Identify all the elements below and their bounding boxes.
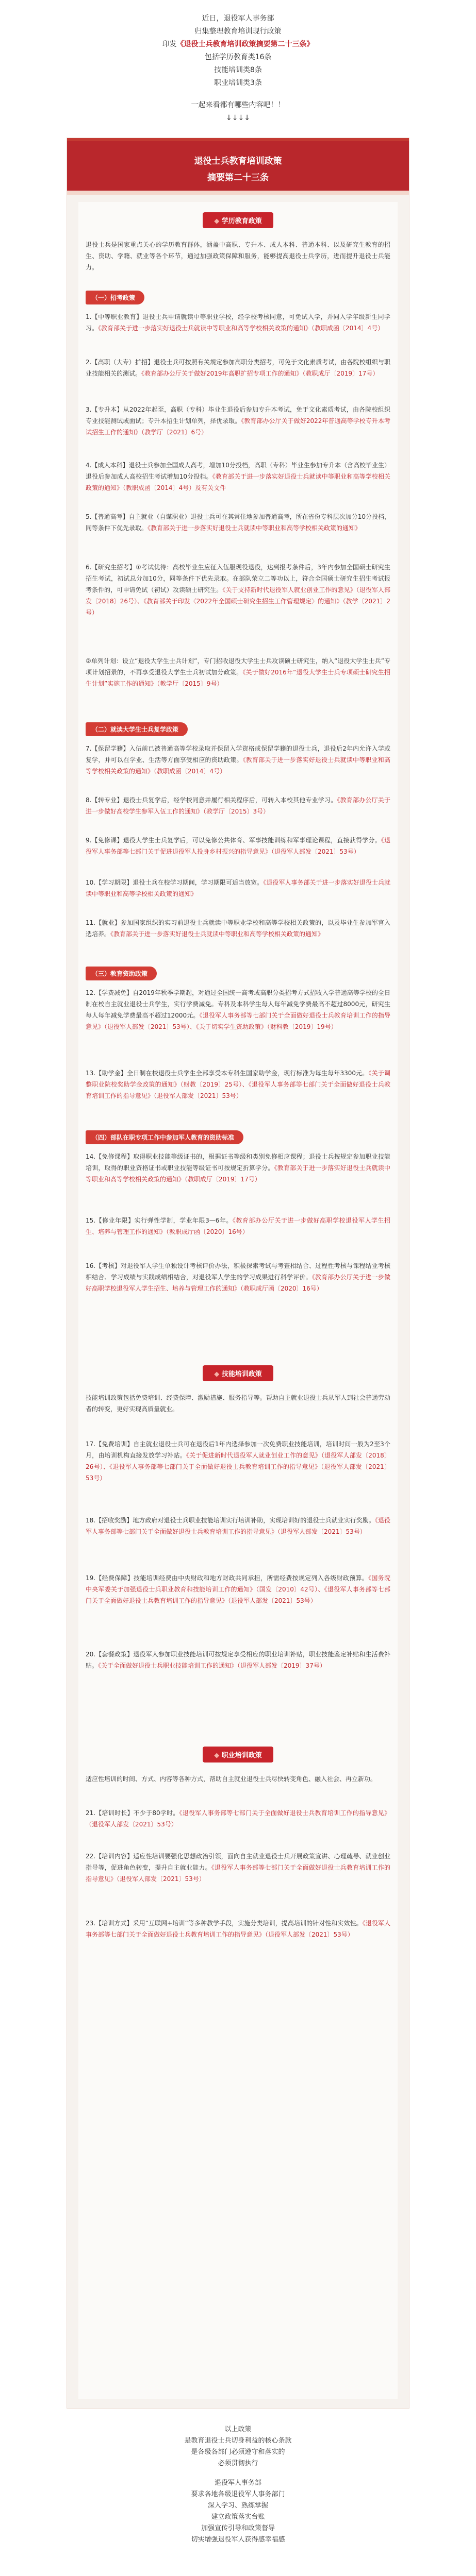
outro-line: 切实增强退役军人获得感幸福感 [191,2536,285,2544]
outro-line: 是各级各部门必须遵守和落实的 [191,2448,285,2456]
intro-line [0,38,476,51]
policy-23: 23.【培训方式】采用“互联网+培训”等多种教学手段，实施分类培训，提高培训的针对性和实效性。《退役军人事务部等七部门关于全面做好退役士兵教育培训工作的指导意见》（退役军人部发〔2021〕53号） [86,1920,390,1938]
policy-14: 14.【免修课程】取得职业技能等级证书的，根据证书等级和类别免修相应课程；退役士兵按规定参加职业技能培训，取得的职业资格证书或职业技能等级证书可按规定折算学分。《教育部关于进一步落实好退役士兵就读中等职业和高等学校相关政策的通知》（教职成厅〔2019〕17号） [86,1153,390,1183]
outro-line: 以上政策 [224,2426,252,2433]
policy-17: 17.【免费培训】自主就业退役士兵可在退役后1年内选择参加一次免费职业技能培训，培训时间一般为2至3个月，由培训机构直接发放学习补贴。《关于促进新时代退役军人就业创业工作的意见》（退役军人部发〔2018〕26号）、《退役军人事务部等七部门关于全面做好退役士兵教育培训工作的指导意见》（退役军人部发〔2021〕53号） [86,1440,390,1482]
intro-line: 近日，退役军人事务部 [202,14,274,23]
para-overview: 退役士兵是国家重点关心的学历教育群体，涵盖中高职、专升本、成人本科、普通本科、以及研究生教育的招生、资助、学籍、就业等各个环节，通过加强政策保障和服务，能够提高退役士兵学历，进而提升退役士兵能力。 [86,241,390,271]
policy-21: 21.【培训时长】不少于80学时。《退役军人事务部等七部门关于全面做好退役士兵教育培训工作的指导意见》（退役军人部发〔2021〕53号） [86,1809,390,1828]
intro-arrows: ↓↓↓↓ [226,114,250,122]
policy-6: 6.【研究生招考】①考试优待：高校毕业生应征入伍服现役退役，达到报考条件后，3年内参加全国硕士研究生招生考试，初试总分加10分，同等条件下优先录取。在部队荣立二等功以上，符合全国硕士研究生招生考试报考条件的，可申请免试（初试）攻读硕士研究生。《关于支持新时代退役军人就业创业工作的意见》（退役军人部发〔2018〕26号）、《教育部关于印发〈2022年全国硕士研究生招生工作管理规定〉的通知》（教学〔2021〕2号） [86,564,390,616]
card-title: 退役士兵教育培训政策 [194,156,282,166]
policy-15: 15.【修业年限】实行弹性学制，学业年限3—6年。《教育部办公厅关于进一步做好高职学校退役军人学生招生、培养与管理工作的通知》（教职成厅函〔2020〕16号） [86,1217,390,1235]
policy-6b: ②单列计划：设立“退役大学生士兵计划”，专门招收退役大学生士兵攻读硕士研究生，纳入“退役大学生士兵”专项计划招录的，不再享受退役大学生士兵初试加分政策。《关于做好2016年“退役大学生士兵专项硕士研究生招生计划”实施工作的通知》（教学厅〔2015〕9号） [86,657,390,687]
outro-line: 深入学习、熟练掌握 [207,2502,268,2510]
policy-card [67,138,409,2408]
outro-line: 必须贯彻执行 [218,2460,258,2467]
outro-line: 是教育退役士兵切身利益的核心条款 [184,2437,292,2445]
para-vocational-overview: 适应性培训的时间、方式、内容等各种方式，帮助自主就业退役士兵尽快转变角色、融入社会、再立新功。 [86,1775,377,1783]
policy-9: 9.【免修课】退役大学生士兵复学后，可以免修公共体育、军事技能训练和军事理论课程，直接获得学分。《退役军人事务部等七部门关于促进退役军人投身乡村振兴的指导意见》（退役军人部发〔2021〕53号） [86,837,390,855]
policy-13: 13.【助学金】全日制在校退役士兵学生全部享受本专科生国家助学金，现行标准为每生每年3300元。《关于调整职业院校奖助学金政策的通知》（财教〔2019〕25号）、《退役军人事务部等七部门关于全面做好退役士兵教育培训工作的指导意见》（退役军人部发〔2021〕53号） [86,1070,390,1099]
policy-11: 11.【就业】参加国家组织的实习前退役士兵就读中等职业学校和高等学校相关政策的，以及毕业生参加军官入选培养。《教育部关于进一步落实好退役士兵就读中等职业和高等学校相关政策的通知》 [86,919,390,938]
policy-7: 7.【保留学籍】入伍前已被普通高等学校录取并保留入学资格或保留学籍的退役士兵，退役后2年内允许入学或复学，并可以在学业、生活等方面享受相应的资助政策。《教育部关于进一步落实好退役士兵就读中等职业和高等学校相关政策的通知》（教职成函〔2014〕4号） [86,745,390,775]
section-header-vocational: ◆ 职业培训政策 [78,1747,398,1762]
policy-18: 18.【招收奖励】地方政府对退役士兵职业技能培训实行培训补助，实现培训好的退役士兵就业实行奖励。《退役军人事务部等七部门关于全面做好退役士兵教育培训工作的指导意见》（退役军人部发〔2021〕53号） [86,1517,390,1535]
policy-19: 19.【经费保障】技能培训经费由中央财政和地方财政共同承担，所需经费按规定列入各级财政预算。《国务院 中央军委关于加强退役士兵职业教育和技能培训工作的通知》（国发〔2010〕42号）、《退役军人事务部等七部门关于全面做好退役士兵教育培训工作的指导意见》（退役军人部发〔2021〕53号） [86,1574,390,1604]
para-skills-overview: 技能培训政策包括免费培训、经费保障、激励措施、服务指导等。帮助自主就业退役士兵从军人到社会普通劳动者的转变，更好实现高质量就业。 [86,1394,390,1413]
card-body [78,202,398,2399]
subsection-recruitment: （一）招考政策 [86,291,144,304]
intro-line: 职业培训类3条 [214,79,262,87]
policy-5: 5.【普通高考】自主就业（自谋职业）退役士兵可在其常住地参加普通高考，所在省份专科层次加分10分投档，同等条件下优先录取。《教育部关于进一步落实好退役士兵就读中等职业和高等学校相关政策的通知》 [86,513,390,532]
section-header-education: ◆ 学历教育政策 [78,212,398,228]
subsection-resume-study: （二）就读大学生士兵复学政策 [86,722,188,736]
intro-line: 技能培训类8条 [214,66,262,74]
policy-3: 3.【专升本】从2022年起至，高职（专科）毕业生退役后参加专升本考试，免于文化素质考试，由各院校组织专业技能测试或面试；专升本招生计划单列，择优录取。《教育部办公厅关于做好2022年普通高等学校专升本考试招生工作的通知》（教学厅〔2021〕6号） [86,406,390,436]
policy-12: 12.【学费减免】自2019年秋季学期起，对通过全国统一高考或高职分类招考方式招收入学普通高等学校的全日制在校自主就业退役士兵学生，实行学费减免。专科及本科学生每人每年减免学费最高不超过8000元，研究生每人每年减免学费最高不超过12000元。《退役军人事务部等七部门关于全面做好退役士兵教育培训工作的指导意见》（退役军人部发〔2021〕53号）、《关于切实学生资助政策》（财科教〔2019〕19号） [86,989,390,1030]
outro-line: 加强宣传引导和政策督导 [201,2524,275,2532]
policy-1: 1.【中等职业教育】退役士兵申请就读中等职业学校，经学校考核同意，可免试入学，并同入学年级新生同学习。《教育部关于进一步落实好退役士兵就读中等职业和高等学校相关政策的通知》（教职成函〔2014〕4号） [86,313,390,332]
header-stripe [67,191,409,195]
policy-20: 20.【套餐政策】退役军人参加职业技能培训可按规定享受相应的职业培训补贴，职业技能鉴定补贴和生活费补贴。《关于全面做好退役士兵职业技能培训工作的通知》（退役军人部发〔2019〕37号） [86,1651,390,1669]
card-subtitle: 摘要第二十三条 [207,173,269,183]
policy-2: 2.【高职（大专）扩招】退役士兵可按照有关规定参加高职分类招考，可免于文化素质考试，由各院校组织与职业技能相关的测试。《教育部办公厅关于做好2019年高职扩招专项工作的通知》（教职成厅〔2019〕17号） [86,359,390,377]
card-header [67,141,409,195]
outro-line: 要求各地各级退役军人事务部门 [191,2490,285,2498]
intro-line: 归集整理教育培训现行政策 [194,27,282,36]
subsection-funding: （三）教育资助政策 [86,967,157,980]
policy-22: 22.【培训内容】适应性培训要强化思想政治引领，面向自主就业退役士兵开展政策宣讲、心理疏导、就业创业指导等，促进角色转变，提升自主就业能力。《退役军人事务部等七部门关于全面做好退役士兵教育培训工作的指导意见》（退役军人部发〔2021〕53号） [86,1853,390,1883]
section-header-skills: ◆ 技能培训政策 [78,1365,398,1381]
policy-4: 4.【成人本科】退役士兵参加全国成人高考，增加10分投档，高职（专科）毕业生参加专升本（含高校毕业生）退役后参加成人高校招生考试增加10分投档。《教育部关于进一步落实好退役士兵就读中等职业和高等学校相关政策的通知》（教职成函〔2014〕4号）及有关文件 [86,462,390,492]
subsection-special-work: （四）部队在职专项工作中参加军人教育的资助标准 [86,1130,243,1144]
intro-tail: 一起来看都有哪些内容吧！！ [191,101,285,109]
outro-block [0,2424,476,2546]
outro-line: 建立政策落实台账 [211,2513,265,2521]
intro-prefix: 印发 [162,40,177,48]
intro-block [0,0,476,125]
policy-16: 16.【考核】对退役军人学生单独设计考核评价办法，积极探索考试与考查相结合、过程性考核与课程结业考核相结合、学习成绩与实践成绩相结合，对退役军人学生的学习成果进行科学评价。《教育部办公厅关于进一步做好高职学校退役军人学生招生、培养与管理工作的通知》（教职成厅函〔2020〕16号） [86,1262,390,1292]
policy-8: 8.【转专业】退役士兵复学后，经学校同意并履行相关程序后，可转入本校其他专业学习。《教育部办公厅关于进一步做好高校学生参军入伍工作的通知》（教学厅〔2015〕3号） [86,796,390,815]
policy-10: 10.【学习期限】退役士兵在校学习期间，学习期限可适当放宽。《退役军人事务部关于进一步落实好退役士兵就读中等职业和高等学校相关政策的通知》 [86,879,390,897]
outro-line: 退役军人事务部 [214,2479,261,2487]
intro-highlight: 《退役士兵教育培训政策摘要第二十三条》 [176,40,314,48]
intro-line: 包括学历教育类16条 [204,53,272,61]
